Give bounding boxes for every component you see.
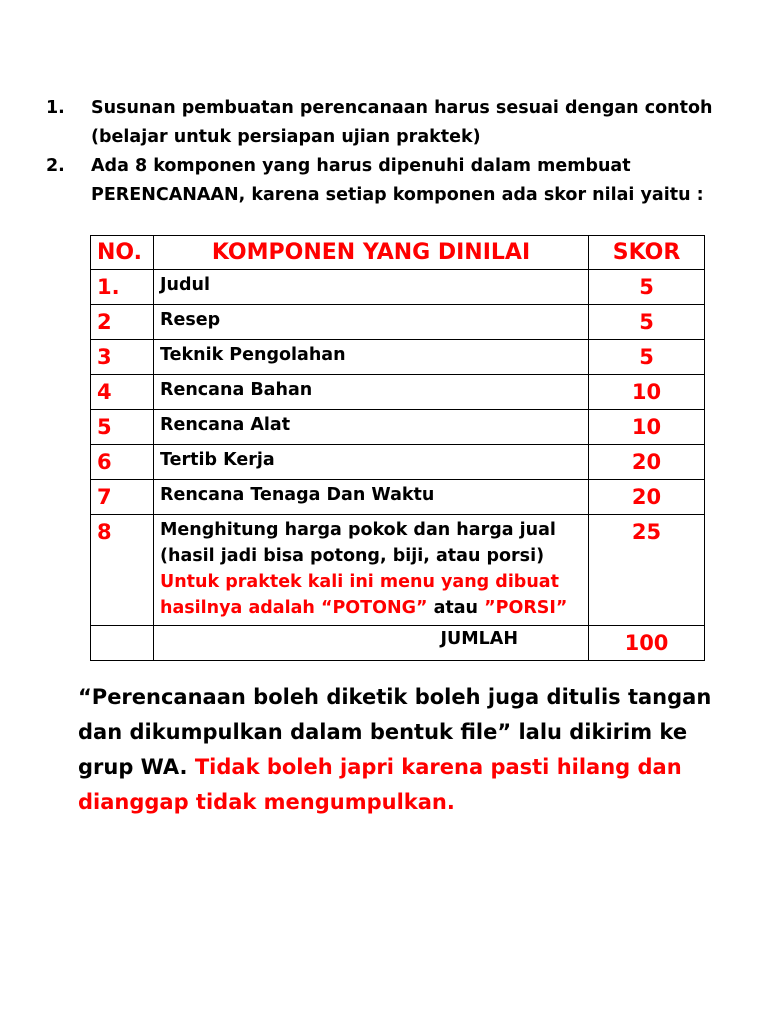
total-value: 100 xyxy=(589,626,705,661)
row-skor: 25 xyxy=(589,515,705,626)
table-row xyxy=(91,340,705,375)
row-komponen: Tertib Kerja xyxy=(154,445,589,480)
instruction-text: Ada 8 komponen yang harus dipenuhi dalam membuat PERENCANAAN, karena setiap komponen ada skor nilai yaitu : xyxy=(91,156,704,205)
row-note-text: Untuk praktek kali ini menu yang dibuat hasilnya adalah xyxy=(160,572,559,618)
row-komponen-text: Menghitung harga pokok dan harga jual (hasil jadi bisa potong, biji, atau porsi) xyxy=(160,520,556,566)
note-atau: atau xyxy=(427,598,485,618)
instruction-item xyxy=(46,94,726,152)
note-porsi: ”PORSI” xyxy=(484,598,568,618)
header-no: NO. xyxy=(91,236,154,270)
row-number: 2 xyxy=(91,305,154,340)
row-komponen xyxy=(154,515,589,626)
table-row xyxy=(91,480,705,515)
row-skor: 10 xyxy=(589,410,705,445)
row-skor: 5 xyxy=(589,270,705,305)
table-total-row xyxy=(91,626,705,661)
note-black-text: “Perencanaan boleh diketik boleh juga ditulis tangan dan dikumpulkan dalam bentuk file” lalu dikirim ke grup WA. xyxy=(78,685,712,779)
row-number: 6 xyxy=(91,445,154,480)
table-row xyxy=(91,270,705,305)
instruction-list xyxy=(46,94,726,210)
row-komponen: Teknik Pengolahan xyxy=(154,340,589,375)
row-skor: 5 xyxy=(589,305,705,340)
row-number: 8 xyxy=(91,515,154,626)
row-skor: 5 xyxy=(589,340,705,375)
table-header-row xyxy=(91,236,705,270)
row-number: 5 xyxy=(91,410,154,445)
header-komponen: KOMPONEN YANG DINILAI xyxy=(154,236,589,270)
instruction-item xyxy=(46,152,726,210)
header-skor: SKOR xyxy=(589,236,705,270)
row-skor: 10 xyxy=(589,375,705,410)
row-number: 1. xyxy=(91,270,154,305)
row-number: 7 xyxy=(91,480,154,515)
note-red-text: Tidak boleh japri karena pasti hilang dan dianggap tidak mengumpulkan. xyxy=(78,755,682,814)
table-row xyxy=(91,410,705,445)
note-potong: “POTONG” xyxy=(320,598,428,618)
table-row xyxy=(91,445,705,480)
total-label: JUMLAH xyxy=(154,626,589,661)
row-number: 3 xyxy=(91,340,154,375)
row-komponen: Rencana Tenaga Dan Waktu xyxy=(154,480,589,515)
table-row xyxy=(91,375,705,410)
total-empty-cell xyxy=(91,626,154,661)
score-table xyxy=(90,235,705,661)
table-row xyxy=(91,515,705,626)
row-komponen: Rencana Bahan xyxy=(154,375,589,410)
instruction-number: 1. xyxy=(46,98,65,118)
row-number: 4 xyxy=(91,375,154,410)
row-komponen: Resep xyxy=(154,305,589,340)
instruction-text: Susunan pembuatan perencanaan harus sesuai dengan contoh (belajar untuk persiapan ujian praktek) xyxy=(91,98,713,147)
row-skor: 20 xyxy=(589,445,705,480)
instruction-number: 2. xyxy=(46,156,65,176)
row-skor: 20 xyxy=(589,480,705,515)
table-row xyxy=(91,305,705,340)
row-komponen: Judul xyxy=(154,270,589,305)
row-komponen: Rencana Alat xyxy=(154,410,589,445)
submission-note xyxy=(78,680,718,820)
